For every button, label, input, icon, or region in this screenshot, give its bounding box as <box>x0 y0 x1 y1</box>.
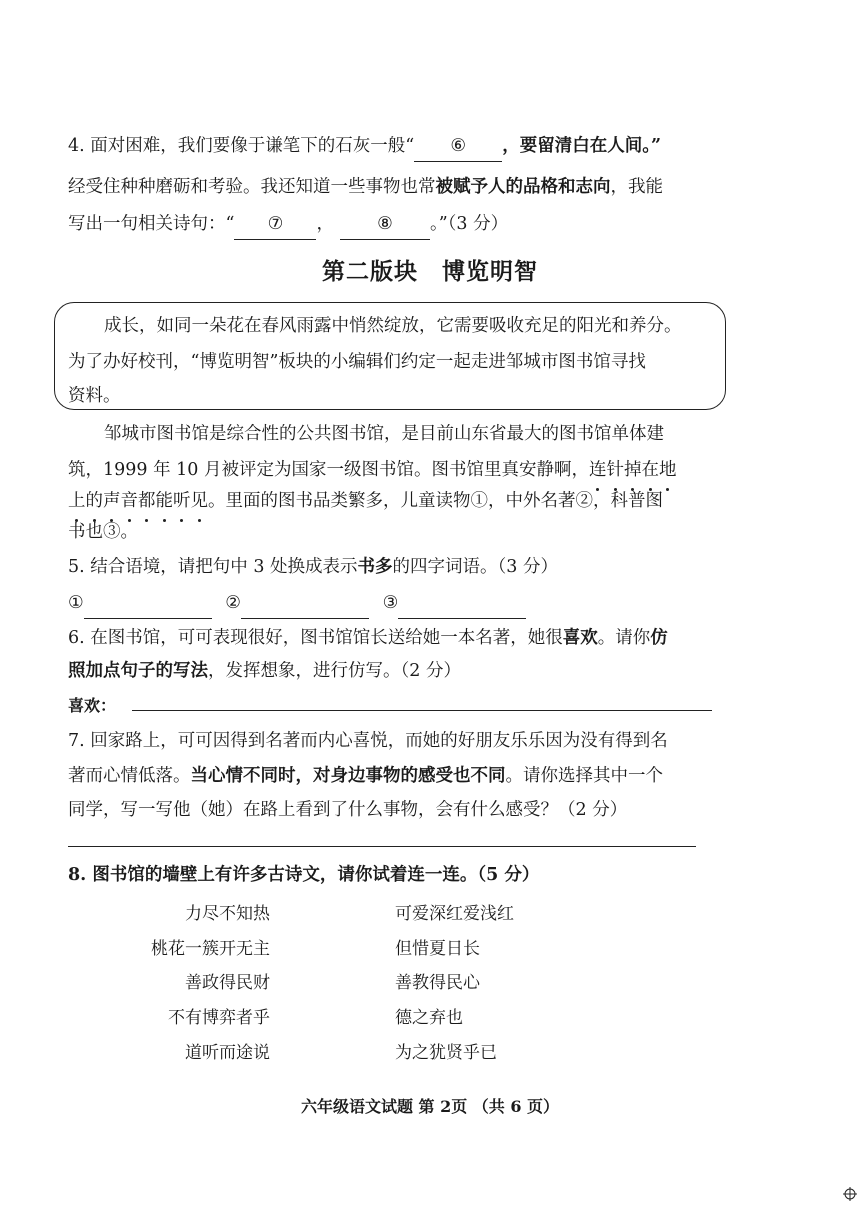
q4-text: 写出一句相关诗句：“ <box>68 214 235 234</box>
q7-line-3: 同学，写一写他（她）在路上看到了什么事物，会有什么感受？（2 分） <box>68 800 628 820</box>
passage-line-1: 邹城市图书馆是综合性的公共图书馆，是目前山东省最大的图书馆单体建 <box>104 424 664 444</box>
poem-right-3[interactable]: 善教得民心 <box>395 973 480 993</box>
poem-left-4[interactable]: 不有博弈者乎 <box>168 1008 270 1028</box>
q7-text: 。请你选择其中一个 <box>505 766 663 786</box>
q5-label-2: ② <box>225 593 241 613</box>
q6-answer-label: 喜欢： <box>68 696 117 715</box>
q4-comma: ， <box>316 214 334 234</box>
poem-right-5[interactable]: 为之犹贤乎已 <box>395 1043 497 1063</box>
q5-line <box>68 552 558 582</box>
q7-bold: 当心情不同时，对身边事物的感受也不同 <box>190 766 506 786</box>
q5-answer-3[interactable] <box>398 588 526 619</box>
q4-text: ，我能 <box>610 177 663 197</box>
poem-left-2[interactable]: 桃花一簇开无主 <box>151 939 270 959</box>
q7-answer-line[interactable] <box>68 846 696 847</box>
q4-blank-7[interactable]: ⑦ <box>234 209 316 240</box>
q8-title: 8. 图书馆的墙壁上有许多古诗文，请你试着连一连。（5 分） <box>68 865 540 885</box>
q4-score: 。”（3 分） <box>429 214 509 234</box>
q4-poem-end: ，要留清白在人间。” <box>502 136 662 156</box>
dotted-sentence-part-1: 连针掉在地 <box>589 460 677 480</box>
poem-right-2[interactable]: 但惜夏日长 <box>395 939 480 959</box>
intro-line-1: 成长，如同一朵花在春风雨露中悄然绽放，它需要吸收充足的阳光和养分。 <box>104 316 682 336</box>
q6-answer-line[interactable] <box>132 710 712 711</box>
q4-line-1 <box>68 131 661 162</box>
passage-line-4: 书也③。 <box>68 522 138 542</box>
q4-line-2 <box>68 172 663 202</box>
q4-blank-8[interactable]: ⑧ <box>340 209 430 240</box>
dotted-sentence-part-2: 上的声音都能听见 <box>68 491 208 511</box>
q6-line-2 <box>68 656 461 686</box>
q5-answer-2[interactable] <box>241 588 369 619</box>
passage-line-3 <box>68 486 663 516</box>
q6-bold: 仿 <box>650 628 668 648</box>
poem-right-1[interactable]: 可爱深红爱浅红 <box>395 904 514 924</box>
q6-line-1 <box>68 623 668 653</box>
q7-line-2 <box>68 761 663 791</box>
q5-answer-1[interactable] <box>84 588 212 619</box>
q5-label-3: ③ <box>382 593 399 613</box>
q4-line-3 <box>68 209 508 240</box>
q5-label-1: ① <box>68 593 84 613</box>
passage-line-2 <box>68 455 677 485</box>
q4-text: 4. 面对困难，我们要像于谦笔下的石灰一般“ <box>68 136 415 156</box>
poem-left-3[interactable]: 善政得民财 <box>185 973 270 993</box>
passage-text: 筑，1999 年 10 月被评定为国家一级图书馆。图书馆里真安静啊， <box>68 460 589 480</box>
poem-right-4[interactable]: 德之弃也 <box>395 1008 463 1028</box>
q7-line-1: 7. 回家路上，可可因得到名著而内心喜悦，而她的好朋友乐乐因为没有得到名 <box>68 731 668 751</box>
passage-text: 。里面的图书品类繁多，儿童读物①，中外名著②，科普图 <box>208 491 663 511</box>
q6-text: ，发挥想象，进行仿写。（2 分） <box>208 661 461 681</box>
registration-mark-icon <box>843 1187 857 1201</box>
intro-line-2: 为了办好校刊，“博览明智”板块的小编辑们约定一起走进邹城市图书馆寻找 <box>68 352 646 372</box>
q6-bold: 照加点句子的写法 <box>68 661 208 681</box>
q6-bold: 喜欢 <box>562 628 598 648</box>
intro-line-3: 资料。 <box>68 386 121 406</box>
poem-left-1[interactable]: 力尽不知热 <box>185 904 270 924</box>
q5-text: 的四字词语。（3 分） <box>392 557 558 577</box>
q6-text: 。请你 <box>597 628 651 648</box>
page-footer: 六年级语文试题 第 2页 （共 6 页） <box>300 1097 560 1116</box>
q4-text: 经受住种种磨砺和考验。我还知道一些事物也常 <box>68 177 436 197</box>
section-title: 第二版块 博览明智 <box>322 259 538 285</box>
poem-left-5[interactable]: 道听而途说 <box>185 1043 270 1063</box>
q4-bold-hint: 被赋予人的品格和志向 <box>435 177 611 197</box>
q5-text: 5. 结合语境，请把句中 3 处换成表示 <box>68 557 358 577</box>
q7-text: 著而心情低落。 <box>68 766 191 786</box>
q4-blank-6[interactable]: ⑥ <box>414 131 502 162</box>
q5-answers <box>68 588 526 619</box>
q5-bold: 书多 <box>357 557 393 577</box>
q6-text: 6. 在图书馆，可可表现很好，图书馆馆长送给她一本名著，她很 <box>68 628 563 648</box>
